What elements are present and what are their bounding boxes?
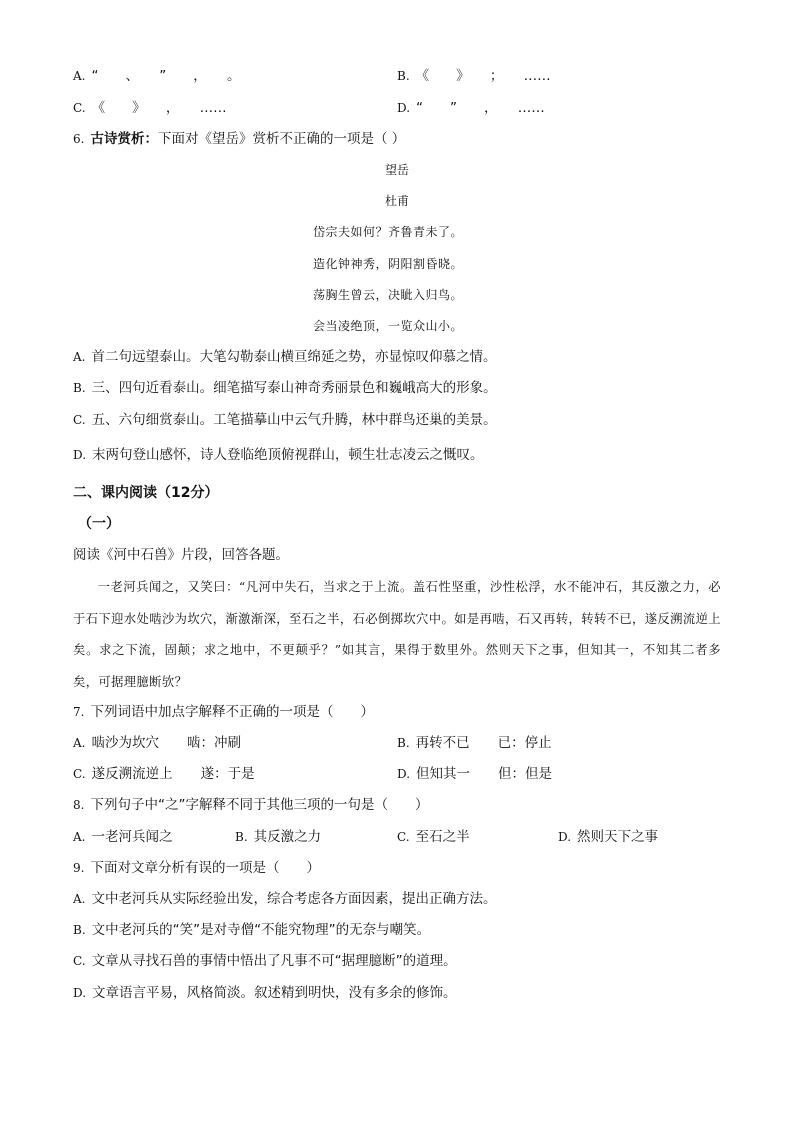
option-label: A. (73, 69, 86, 83)
option-label: B. (73, 923, 86, 937)
q6-option-d (73, 445, 484, 465)
q6-option-c (73, 410, 497, 430)
option-label: B. (235, 830, 248, 844)
question-number: 6. (73, 132, 85, 146)
q7-option-d (397, 764, 552, 784)
q6-option-a (73, 347, 496, 367)
q6-option-b (73, 378, 497, 398)
passage-text: 一老河兵闻之，又笑曰：“凡河中失石，当求之于上流。盖石性坚重，沙性松浮，水不能冲石，其反激之力，必于石下迎水处啮沙为坎穴，渐激渐深，至石之半，石必倒掷坎穴中。如是再啮，石又再转，转转不已，遂反溯流逆上矣。求之下流，固颠；求之地中，不更颠乎？”如其言，果得于数里外。然则天下之事，但知其一，不知其二者多矣，可据理臆断欤？ (73, 580, 721, 689)
option-label: A. (73, 892, 86, 906)
option-text: “ 、 ” ， 。 (91, 68, 241, 84)
option-label: C. (397, 830, 410, 844)
option-gloss: 但：但是 (498, 766, 553, 782)
option-label: D. (397, 101, 411, 115)
question-number: 9. (73, 861, 85, 875)
option-label: A. (73, 736, 86, 750)
question-tag: 古诗赏析： (90, 131, 158, 147)
option-text: 末两句登山感怀，诗人登临绝顶俯视群山，顿生壮志凌云之慨叹。 (92, 447, 484, 463)
option-gloss: 已：停止 (497, 735, 552, 751)
q7-option-c (73, 764, 255, 784)
option-label: C. (73, 413, 86, 427)
option-label: C. (73, 954, 86, 968)
poem-title: 望岳 (384, 163, 409, 177)
option-label: C. (73, 101, 86, 115)
poem-line: 荡胸生曾云，决眦入归鸟。 (313, 288, 464, 302)
option-text: 《 》 ， …… (91, 100, 227, 116)
poem-line: 岱宗夫如何？齐鲁青未了。 (313, 225, 464, 239)
poem-author: 杜甫 (384, 194, 409, 208)
question-text: 下面对《望岳》赏析不正确的一项是（ ） (157, 131, 406, 147)
option-gloss: 遂：于是 (200, 766, 255, 782)
option-text: 然则天下之事 (577, 829, 659, 845)
option-label: B. (73, 381, 86, 395)
q7-stem (73, 702, 374, 722)
option-text: 一老河兵闻之 (91, 829, 173, 845)
q5-option-c (73, 98, 227, 118)
option-text: 《 》 ； …… (415, 68, 551, 84)
q8-stem (73, 795, 428, 815)
option-text: 首二句远望泰山。大笔勾勒泰山横亘绵延之势，亦显惊叹仰慕之情。 (91, 349, 497, 365)
reading-passage (73, 572, 721, 698)
option-text: 五、六句细赏泰山。工笔描摹山中云气升腾，林中群鸟还巢的美景。 (91, 412, 497, 428)
option-text: 文章从寻找石兽的事情中悟出了凡事不可“据理臆断”的道理。 (91, 953, 457, 969)
option-gloss: 啮：冲刷 (186, 735, 241, 751)
option-text: 文中老河兵的“笑”是对寺僧“不能究物理”的无奈与嘲笑。 (91, 922, 431, 938)
option-text: 三、四句近看泰山。细笔描写泰山神奇秀丽景色和巍峨高大的形象。 (91, 380, 497, 396)
q8-option-a (73, 827, 172, 847)
question-text: 下列词语中加点字解释不正确的一项是（ ） (90, 704, 374, 720)
option-label: D. (73, 448, 87, 462)
option-label: A. (73, 350, 86, 364)
q5-option-a (73, 66, 240, 86)
option-label: A. (73, 830, 86, 844)
q5-option-b (397, 66, 551, 86)
option-text: 至石之半 (415, 829, 470, 845)
option-label: D. (73, 986, 87, 1000)
option-word: 但知其一 (416, 766, 471, 782)
poem-line: 造化钟神秀，阴阳割昏晓。 (313, 257, 464, 271)
q9-stem (73, 858, 320, 878)
question-text: 下列句子中“之”字解释不同于其他三项的一句是（ ） (90, 797, 429, 813)
poem-line: 会当凌绝顶，一览众山小。 (313, 319, 464, 333)
question-text: 下面对文章分析有误的一项是（ ） (90, 860, 320, 876)
option-word: 再转不已 (415, 735, 470, 751)
q9-option-c (73, 951, 457, 971)
q7-option-a (73, 733, 241, 753)
option-word: 遂反溯流逆上 (91, 766, 173, 782)
q5-option-d (397, 98, 545, 118)
option-word: 啮沙为坎穴 (91, 735, 159, 751)
option-text: 其反激之力 (253, 829, 322, 845)
q9-option-d (73, 983, 457, 1003)
q8-option-b (235, 827, 321, 847)
reading-intro: 阅读《河中石兽》片段，回答各题。 (73, 547, 289, 563)
q9-option-b (73, 920, 430, 940)
question-number: 7. (73, 705, 85, 719)
option-text: “ ” ， …… (416, 100, 545, 116)
option-label: B. (397, 69, 410, 83)
question-number: 8. (73, 798, 85, 812)
option-text: 文章语言平易，风格简淡。叙述精到明快，没有多余的修饰。 (92, 985, 457, 1001)
option-label: D. (397, 767, 411, 781)
option-label: B. (397, 736, 410, 750)
q8-option-c (397, 827, 470, 847)
option-label: D. (558, 830, 572, 844)
q6-stem (73, 129, 405, 149)
q7-option-b (397, 733, 552, 753)
subsection-heading: （一） (78, 516, 120, 532)
q8-option-d (558, 827, 658, 847)
option-label: C. (73, 767, 86, 781)
q9-option-a (73, 889, 496, 909)
section-heading: 二、课内阅读（12分） (73, 485, 219, 501)
option-text: 文中老河兵从实际经验出发，综合考虑各方面因素，提出正确方法。 (91, 891, 497, 907)
